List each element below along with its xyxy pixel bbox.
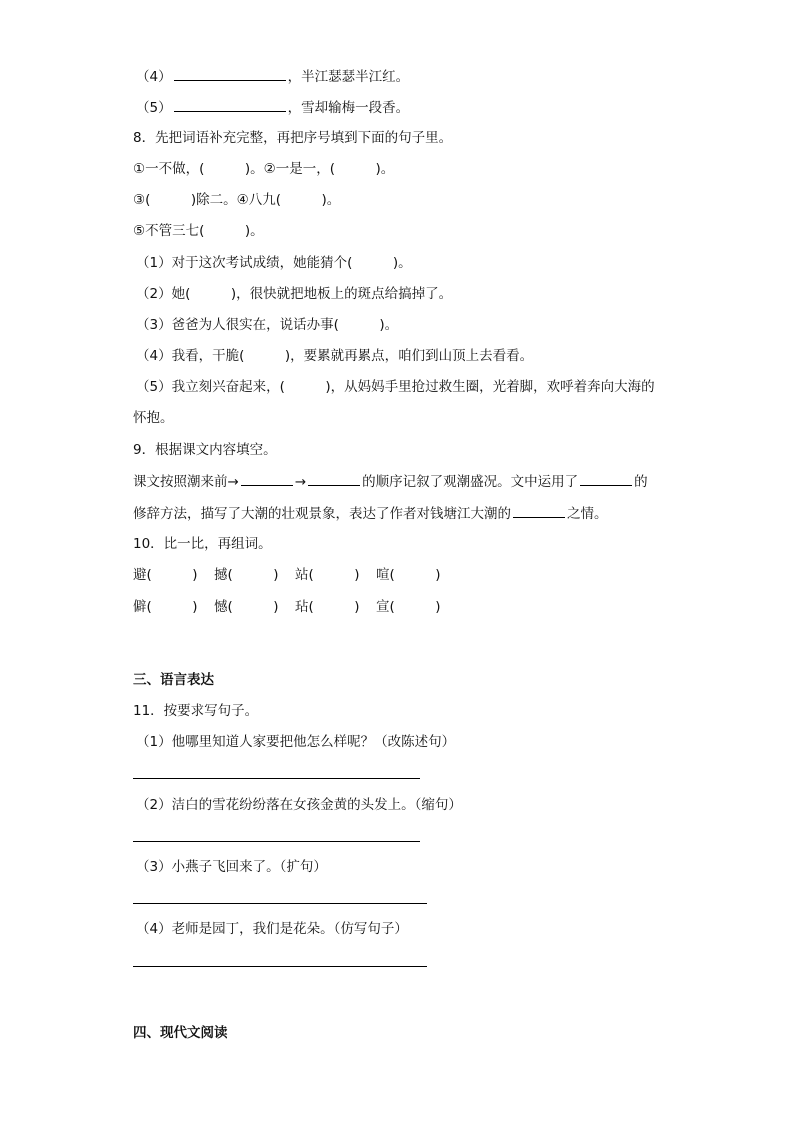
q7-item-5 <box>136 97 409 118</box>
q7-item-4 <box>136 66 409 87</box>
answer-line[interactable] <box>133 903 427 904</box>
word-pair: 僻( ) <box>133 599 198 615</box>
q9-paragraph-line-1 <box>133 471 648 492</box>
q8-sentence-3: （3）爸爸为人很实在，说话办事( )。 <box>136 317 399 333</box>
word-pair: 憾( ) <box>214 599 279 615</box>
q8-sentence-5-cont: 怀抱。 <box>133 410 174 426</box>
q8-sentence-4: （4）我看，干脆( )，要累就再累点，咱们到山顶上去看看。 <box>136 348 534 364</box>
q11-sentence-4: （4）老师是园丁，我们是花朵。（仿写句子） <box>136 921 408 937</box>
fill-blank[interactable] <box>580 471 632 486</box>
fill-blank[interactable] <box>308 471 360 486</box>
q9-text-e: 修辞方法，描写了大潮的壮观景象，表达了作者对钱塘江大潮的 <box>133 506 511 522</box>
q8-sentence-1: （1）对于这次考试成绩，她能猜个( )。 <box>136 255 412 271</box>
section-3-heading: 三、语言表达 <box>133 672 214 688</box>
word-pair: 避( ) <box>133 567 198 583</box>
q8-sentence-5: （5）我立刻兴奋起来，( )，从妈妈手里抢过救生圈，光着脚，欢呼着奔向大海的 <box>136 379 655 395</box>
word-pair: 撼( ) <box>214 567 279 583</box>
q8-words-1-2: ①一不做，( )。②一是一，( )。 <box>133 161 395 177</box>
q8-words-5: ⑤不管三七( )。 <box>133 223 264 239</box>
fill-blank[interactable] <box>241 471 293 486</box>
item-number: （4） <box>136 69 172 85</box>
q9-paragraph-line-2 <box>133 503 608 524</box>
q11-sentence-1: （1）他哪里知道人家要把他怎么样呢？（改陈述句） <box>136 734 456 750</box>
word-pair: 玷( ) <box>295 599 360 615</box>
item-text: ，半江瑟瑟半江红。 <box>287 69 410 85</box>
q10-row-2 <box>133 597 457 617</box>
q10-title: 10．比一比，再组词。 <box>133 536 272 552</box>
answer-line[interactable] <box>133 966 427 967</box>
q9-text-f: 之情。 <box>567 506 608 522</box>
q9-title: 9．根据课文内容填空。 <box>133 442 277 458</box>
q9-text-b: → <box>294 474 307 490</box>
q11-title: 11．按要求写句子。 <box>133 703 259 719</box>
answer-line[interactable] <box>133 778 420 779</box>
q8-sentence-2: （2）她( )，很快就把地板上的斑点给搞掉了。 <box>136 286 453 302</box>
q9-text-d: 的 <box>634 474 648 490</box>
fill-blank[interactable] <box>174 66 286 81</box>
q8-title: 8．先把词语补充完整，再把序号填到下面的句子里。 <box>133 130 453 146</box>
item-number: （5） <box>136 100 172 116</box>
q10-row-1 <box>133 565 457 585</box>
q8-words-3-4: ③( )除二。④八九( )。 <box>133 192 341 208</box>
answer-line[interactable] <box>133 841 420 842</box>
q11-sentence-2: （2）洁白的雪花纷纷落在女孩金黄的头发上。（缩句） <box>136 797 462 813</box>
q11-sentence-3: （3）小燕子飞回来了。（扩句） <box>136 859 327 875</box>
word-pair: 站( ) <box>295 567 360 583</box>
q9-text-a: 课文按照潮来前→ <box>133 474 239 490</box>
q9-text-c: 的顺序记叙了观潮盛况。文中运用了 <box>362 474 579 490</box>
section-4-heading: 四、现代文阅读 <box>133 1025 228 1041</box>
word-pair: 宣( ) <box>376 599 441 615</box>
fill-blank[interactable] <box>513 503 565 518</box>
fill-blank[interactable] <box>174 97 286 112</box>
word-pair: 喧( ) <box>376 567 441 583</box>
item-text: ，雪却输梅一段香。 <box>287 100 410 116</box>
